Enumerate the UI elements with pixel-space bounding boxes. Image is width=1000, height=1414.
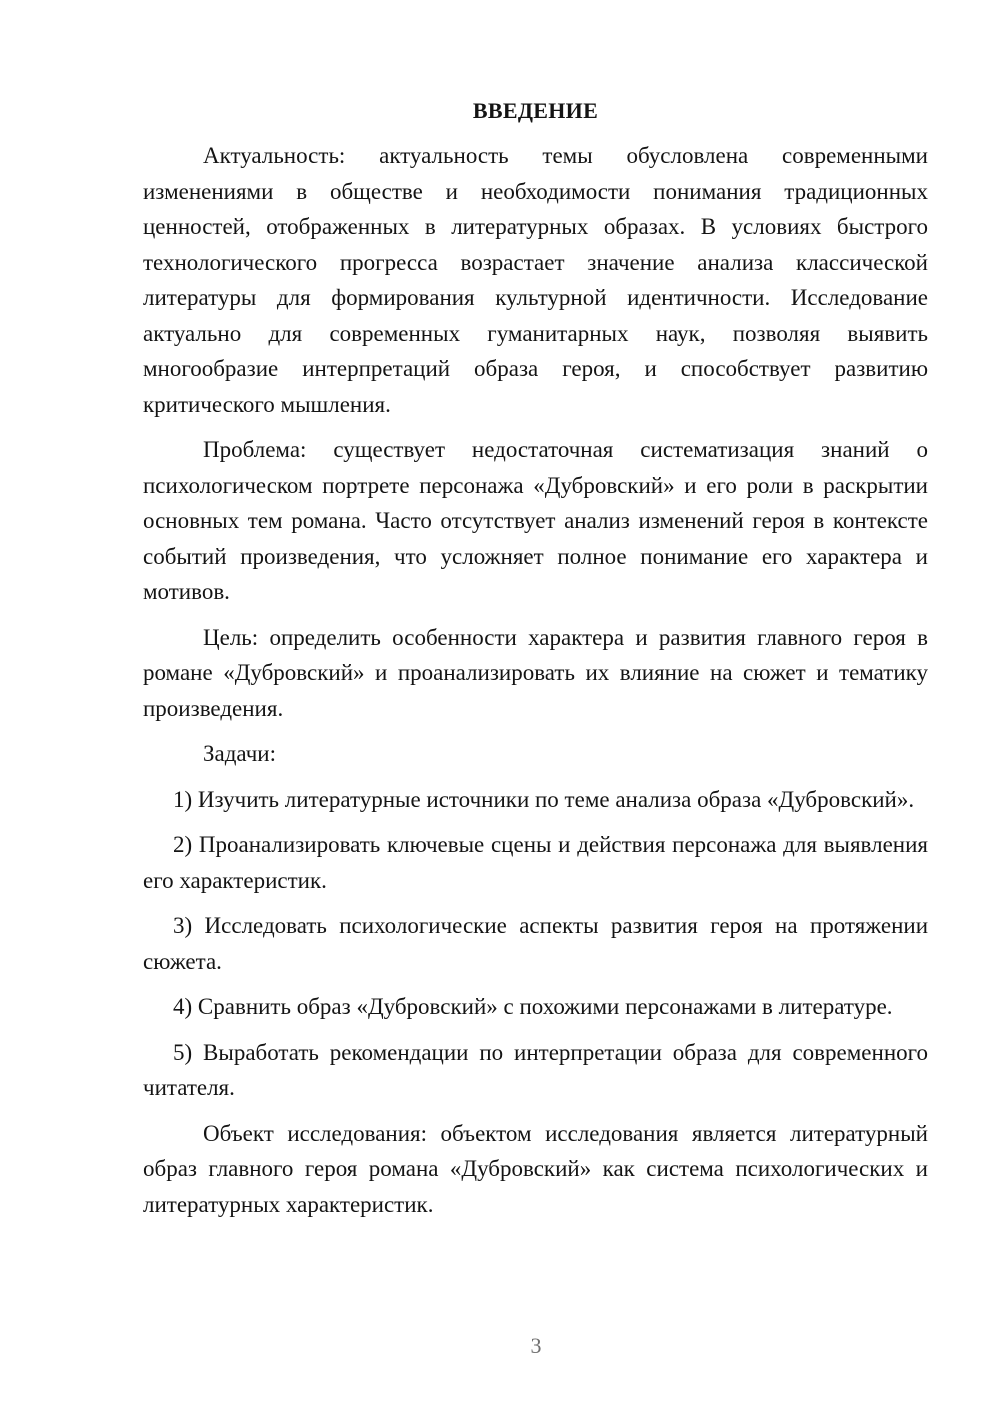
- task-item-4: 4) Сравнить образ «Дубровский» с похожими персонажами в литературе.: [173, 994, 893, 1019]
- task-item-1: 1) Изучить литературные источники по теме анализа образа «Дубровский».: [173, 786, 915, 812]
- relevance-paragraph: Актуальность: актуальность темы обусловлена современными изменениями в обществе и необходимости понимания традиционных ценностей, отображенных в литературных образах. В условиях быстрого технологического прогресса возрастает значение анализа классической литературы для формирования культурной идентичности. Исследование актуально для современных гуманитарных наук, позволяя выявить многообразие интерпретаций образа героя, и способствует развитию критического мышления.: [143, 143, 928, 417]
- task-item-3: 3) Исследовать психологические аспекты развития героя на протяжении сюжета.: [143, 913, 928, 974]
- page-number: 3: [530, 1333, 542, 1358]
- page-title: ВВЕДЕНИЕ: [472, 98, 599, 123]
- task-item-5: 5) Выработать рекомендации по интерпретации образа для современного читателя.: [143, 1039, 928, 1100]
- problem-paragraph: Проблема: существует недостаточная систематизация знаний о психологическом портрете персонажа «Дубровский» и его роли в раскрытии основных тем романа. Часто отсутствует анализ изменений героя в контексте событий произведения, что усложняет полное понимание его характера и мотивов.: [143, 437, 928, 604]
- object-paragraph: Объект исследования: объектом исследования является литературный образ главного героя романа «Дубровский» как система психологических и литературных характеристик.: [143, 1120, 928, 1217]
- tasks-heading: Задачи:: [203, 741, 276, 766]
- goal-paragraph: Цель: определить особенности характера и развития главного героя в романе «Дубровский» и проанализировать их влияние на сюжет и тематику произведения.: [143, 624, 928, 721]
- task-item-2: 2) Проанализировать ключевые сцены и действия персонажа для выявления его характеристик.: [143, 832, 928, 893]
- page-content: [143, 96, 928, 1222]
